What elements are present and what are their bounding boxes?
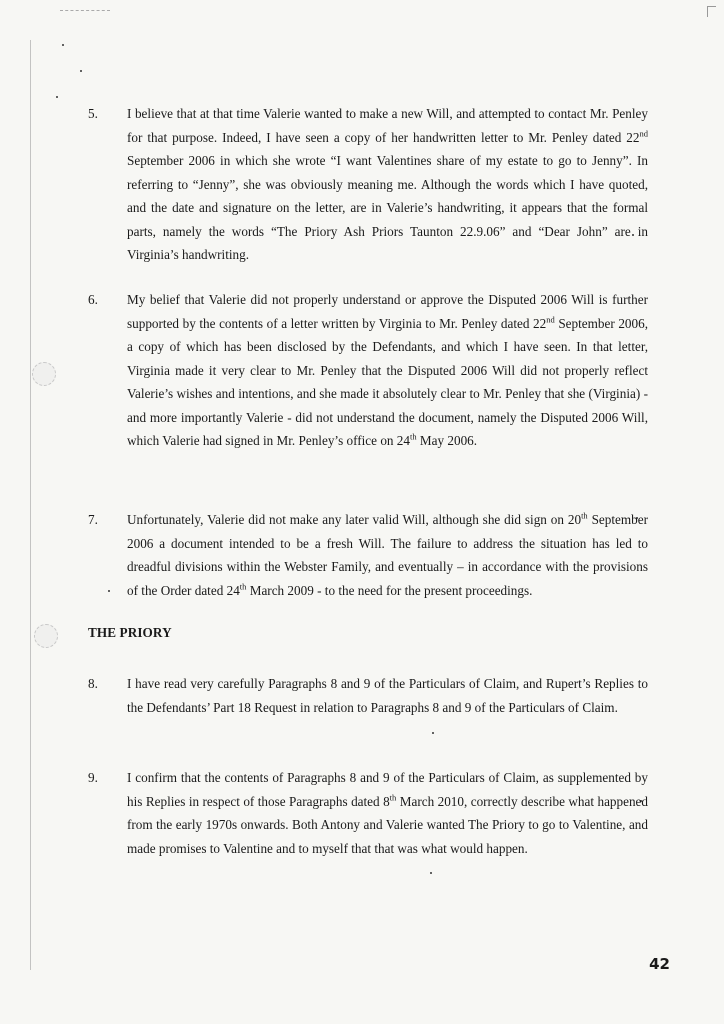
page-number: 42 (649, 955, 670, 973)
paragraph-text: My belief that Valerie did not properly understand or approve the Disputed 2006 Will is further supported by the contents of a letter written by Virginia to Mr. Penley dated 22nd September 2006, a copy of which has been disclosed by the Defendants, and which I have seen. In that letter, Virginia made it very clear to Mr. Penley that the Disputed 2006 Will did not properly reflect Valerie’s wishes and intentions, and she made it absolutely clear to Mr. Penley that she (Virginia) - and more importantly Valerie - did not understand the document, namely the Disputed 2006 Will, which Valerie had signed in Mr. Penley’s office on 24th May 2006. (127, 292, 648, 448)
section-heading: THE PRIORY (88, 625, 172, 640)
paragraph-number: 5. (88, 106, 98, 121)
binding-edge (30, 40, 31, 970)
paragraph-6 (88, 288, 648, 453)
paragraph-text: Unfortunately, Valerie did not make any later valid Will, although she did sign on 20th September 2006 a document intended to be a fresh Will. The failure to address the situation has led to dreadful divisions within the Webster Family, and eventually – in accordance with the provisions of the Order dated 24th March 2009 - to the need for the present proceedings. (127, 510, 648, 598)
punch-hole (34, 624, 58, 648)
paragraph-8 (88, 672, 648, 719)
paragraph-text: I have read very carefully Paragraphs 8 and 9 of the Particulars of Claim, and Rupert’s Replies to the Defendants’ Part 18 Request in relation to Paragraphs 8 and 9 of the Particulars of Claim. (127, 676, 648, 715)
paragraph-text: I believe that at that time Valerie wanted to make a new Will, and attempted to contact Mr. Penley for that purpose. Indeed, I have seen a copy of her handwritten letter to Mr. Penley dated 22nd September 2006 in which she wrote “I want Valentines share of my estate to go to Jenny”. In referring to “Jenny”, she was obviously meaning me. Although the words which I have quoted, and the date and signature on the letter, are in Valerie’s handwriting, it appears that the formal parts, namely the words “The Priory Ash Priors Taunton 22.9.06” and “Dear John” are in Virginia’s handwriting. (127, 106, 648, 262)
paragraph-7 (88, 508, 648, 602)
scan-corner-mark (707, 6, 716, 17)
scan-speck (430, 872, 432, 874)
scan-speck (80, 70, 82, 72)
paragraph-number: 6. (88, 292, 98, 307)
scan-mark (60, 10, 110, 12)
paragraph-number: 9. (88, 770, 98, 785)
scan-speck (432, 732, 434, 734)
paragraph-9 (88, 766, 648, 860)
paragraph-5 (88, 102, 648, 267)
paragraph-number: 7. (88, 512, 98, 527)
scan-speck (62, 44, 64, 46)
paragraph-text: I confirm that the contents of Paragraphs 8 and 9 of the Particulars of Claim, as supplemented by his Replies in respect of those Paragraphs dated 8th March 2010, correctly describe what happened from the early 1970s onwards. Both Antony and Valerie wanted The Priory to go to Valentine, and made promises to Valentine and to myself that that was what would happen. (127, 770, 649, 856)
punch-hole (32, 362, 56, 386)
scan-speck (56, 96, 58, 98)
paragraph-number: 8. (88, 676, 98, 691)
